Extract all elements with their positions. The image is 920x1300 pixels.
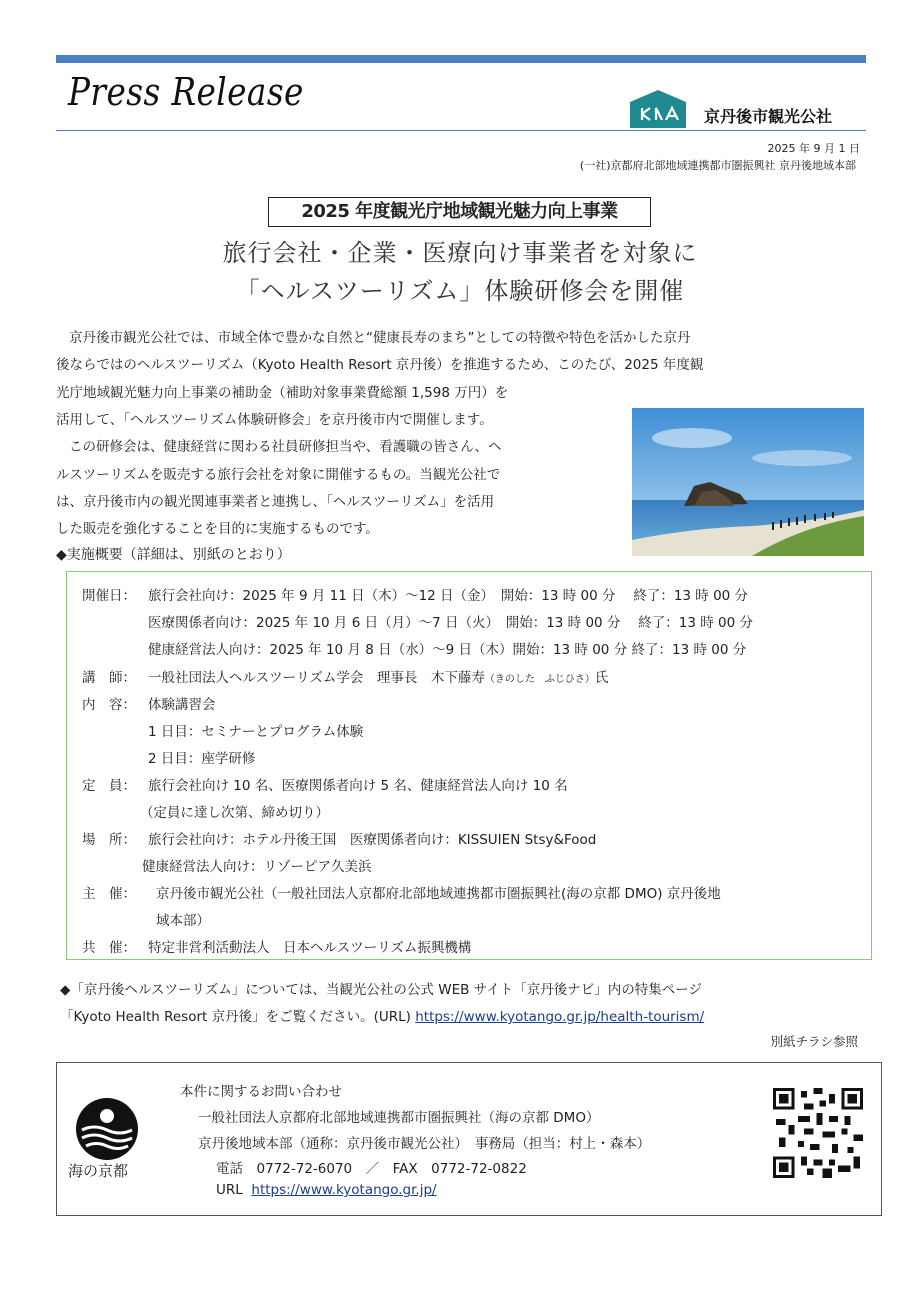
date-row-medical: 医療関係者向け：2025 年 10 月 6 日（月）～7 日（火） 開始：13 時 00 分 終了：13 時 00 分 [148, 615, 753, 631]
project-title: 2025 年度観光庁地域観光魅力向上事業 [268, 197, 651, 227]
organizer-value: 京丹後市観光公社（一般社団法人京都府北部地域連携都市圏振興社(海の京都 DMO) 京丹後地 [156, 886, 721, 902]
date-label: 開催日： [82, 588, 136, 604]
emblem-caption: 海の京都 [68, 1162, 129, 1180]
note-line-2 [60, 1005, 704, 1025]
venue-label: 場 所： [82, 832, 136, 848]
body-line: 活用して、「ヘルスツーリズム体験研修会」を京丹後市内で開催します。 [56, 412, 493, 428]
body-line: した販売を強化することを目的に実施するものです。 [56, 521, 379, 537]
lecturer-suffix: 氏 [594, 670, 609, 686]
lecturer-name: 一般社団法人ヘルスツーリズム学会 理事長 木下藤寿 [148, 670, 485, 686]
contact-dept: 京丹後地域本部（通称：京丹後市観光公社） 事務局（担当：村上・森本） [198, 1136, 651, 1152]
lecturer-ruby: （きのした ふじひさ） [484, 674, 595, 685]
issuer-name: (一社)京都府北部地域連携都市圏振興社 京丹後地域本部 [579, 159, 856, 172]
note-text: 「Kyoto Health Resort 京丹後」をご覧ください。(URL) [60, 1009, 411, 1025]
kta-logo-icon [628, 88, 688, 130]
umi-no-kyoto-emblem-icon [74, 1096, 140, 1162]
flyer-reference: 別紙チラシ参照 [770, 1034, 858, 1049]
date-row-travel: 旅行会社向け：2025 年 9 月 11 日（木）～12 日（金） 開始：13 時 00 分 終了：13 時 00 分 [148, 588, 749, 604]
lecturer-label: 講 師： [82, 670, 136, 686]
organization-name: 京丹後市観光公社 [704, 107, 833, 126]
body-line: は、京丹後市内の観光関連事業者と連携し、「ヘルスツーリズム」を活用 [56, 494, 495, 510]
capacity-note: （定員に達し次第、締め切り） [140, 805, 329, 821]
content-label: 内 容： [82, 697, 136, 713]
release-date: 2025 年 9 月 1 日 [767, 142, 860, 155]
note-line-1: ◆「京丹後ヘルスツーリズム」については、当観光公社の公式 WEB サイト「京丹後ナビ」内の特集ページ [60, 982, 702, 998]
header-rule [56, 130, 866, 131]
content-day2: 2 日目：座学研修 [148, 751, 256, 767]
venue-value-2: 健康経営法人向け：リゾーピア久美浜 [142, 859, 372, 875]
press-release-title: Press Release [68, 70, 304, 114]
headline-line-1: 旅行会社・企業・医療向け事業者を対象に [222, 239, 698, 267]
coastline-photo [632, 408, 864, 556]
url-label: URL [216, 1182, 243, 1198]
organizer-value-2: 域本部） [156, 913, 210, 929]
co-organizer-value: 特定非営利活動法人 日本ヘルスツーリズム振興機構 [148, 940, 472, 956]
date-row-corporate: 健康経営法人向け：2025 年 10 月 8 日（水）～9 日（木）開始：13 時 00 分 終了：13 時 00 分 [148, 642, 747, 658]
contact-phone: 電話 0772-72-6070 ／ FAX 0772-72-0822 [216, 1161, 527, 1177]
body-line: 後ならではのヘルスツーリズム（Kyoto Health Resort 京丹後）を推進するため、このたび、2025 年度観 [56, 357, 704, 373]
headline-line-2: 「ヘルスツーリズム」体験研修会を開催 [235, 277, 685, 305]
body-line: 京丹後市観光公社では、市域全体で豊かな自然と“健康長寿のまち”としての特徴や特色を活かした京丹 [69, 330, 691, 346]
body-line: 光庁地域観光魅力向上事業の補助金（補助対象事業費総額 1,598 万円）を [56, 385, 509, 401]
body-line: ルスツーリズムを販売する旅行会社を対象に開催するもの。当観光公社で [56, 467, 501, 483]
organizer-label: 主 催： [82, 886, 136, 902]
content-value: 体験講習会 [148, 697, 216, 713]
venue-value: 旅行会社向け：ホテル丹後王国 医療関係者向け：KISSUIEN Stsy&Food [148, 832, 597, 848]
contact-url-row [216, 1182, 437, 1198]
website-link[interactable]: https://www.kyotango.gr.jp/ [251, 1182, 437, 1198]
content-day1: 1 日目：セミナーとプログラム体験 [148, 724, 364, 740]
capacity-value: 旅行会社向け 10 名、医療関係者向け 5 名、健康経営法人向け 10 名 [148, 778, 568, 794]
qr-code-icon[interactable] [773, 1088, 863, 1178]
outline-heading: ◆実施概要（詳細は、別紙のとおり） [56, 547, 291, 563]
lecturer-value [148, 666, 608, 686]
co-organizer-label: 共 催： [82, 940, 136, 956]
top-accent-bar [56, 55, 866, 63]
body-line: この研修会は、健康経営に関わる社員研修担当や、看護職の皆さん、ヘ [69, 439, 502, 455]
contact-org: 一般社団法人京都府北部地域連携都市圏振興社（海の京都 DMO） [198, 1110, 600, 1126]
capacity-label: 定 員： [82, 778, 136, 794]
health-tourism-link[interactable]: https://www.kyotango.gr.jp/health-tourism/ [415, 1009, 705, 1025]
contact-heading: 本件に関するお問い合わせ [180, 1084, 342, 1100]
